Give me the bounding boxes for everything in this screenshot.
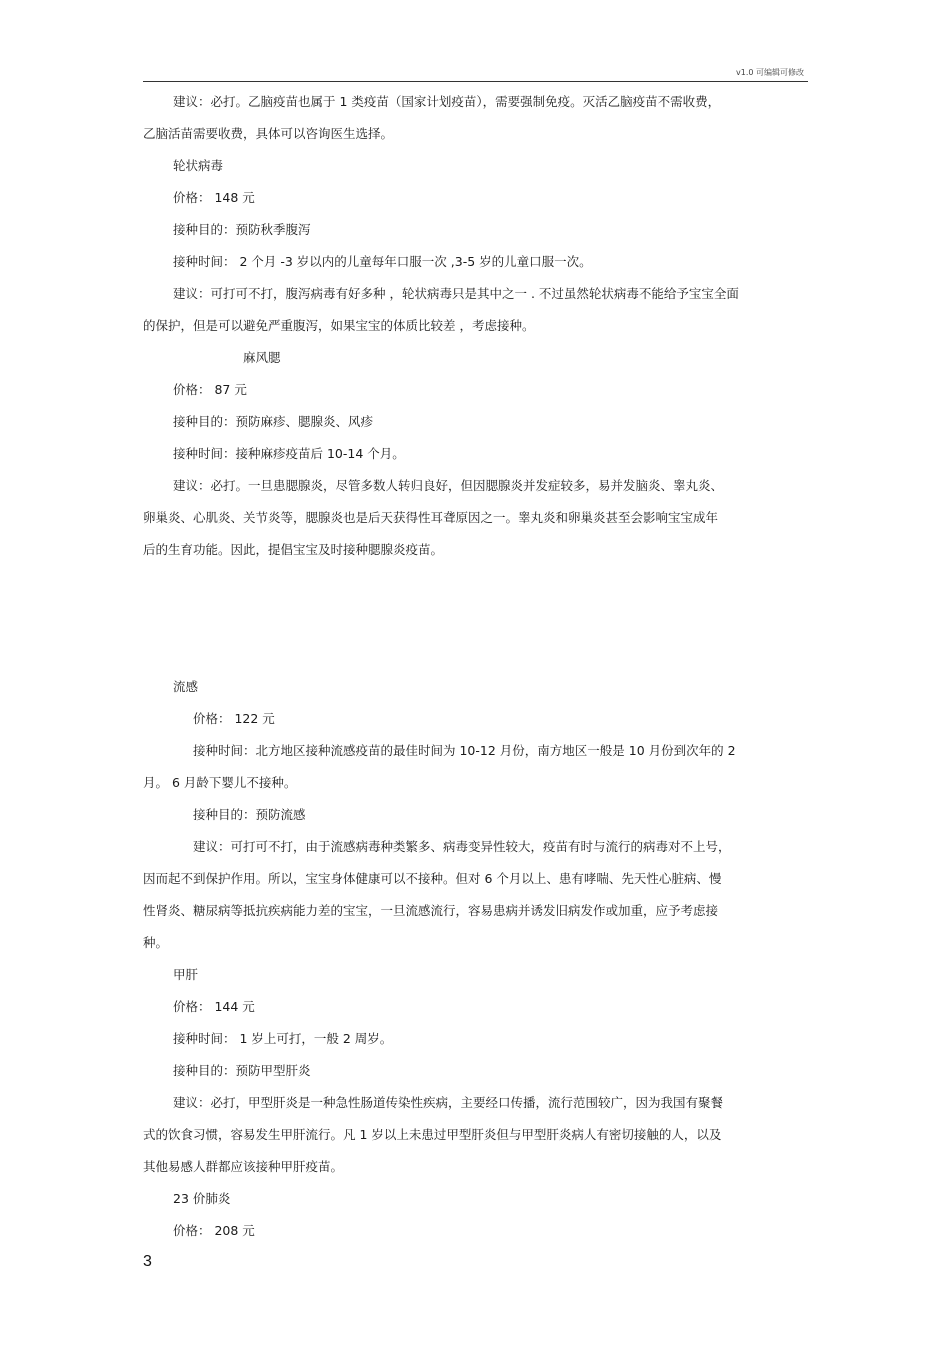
section-heading: 甲肝 <box>173 967 199 982</box>
section-heading: 轮状病毒 <box>173 158 224 173</box>
text-line: 后的生育功能。因此，提倡宝宝及时接种腮腺炎疫苗。 <box>143 542 444 557</box>
page-number: 3 <box>143 1253 152 1270</box>
section-heading: 23 价肺炎 <box>173 1191 231 1206</box>
text-line: 价格： 208 元 <box>173 1223 255 1238</box>
text-line: 价格： 122 元 <box>193 711 275 726</box>
text-line: 接种目的：预防甲型肝炎 <box>173 1063 311 1078</box>
text-line: 价格： 87 元 <box>173 382 247 397</box>
text-line: 接种目的：预防秋季腹泻 <box>173 222 311 237</box>
text-line: 建议：必打。一旦患腮腺炎，尽管多数人转归良好，但因腮腺炎并发症较多，易并发脑炎、睾丸炎、 <box>173 478 724 493</box>
text-line: 因而起不到保护作用。所以，宝宝身体健康可以不接种。但对 6 个月以上、患有哮喘、先天性心脏病、慢 <box>143 871 722 886</box>
text-line: 建议：可打可不打，腹泻病毒有好多种 ，轮状病毒只是其中之一 . 不过虽然轮状病毒不能给予宝宝全面 <box>173 286 739 301</box>
text-line: 价格： 148 元 <box>173 190 255 205</box>
text-line: 价格： 144 元 <box>173 999 255 1014</box>
header-version-note: v1.0 可编辑可修改 <box>736 68 804 77</box>
text-line: 其他易感人群都应该接种甲肝疫苗。 <box>143 1159 344 1174</box>
text-line: 建议：必打，甲型肝炎是一种急性肠道传染性疾病，主要经口传播，流行范围较广，因为我国有聚餐 <box>173 1095 724 1110</box>
text-line: 接种时间：北方地区接种流感疫苗的最佳时间为 10-12 月份，南方地区一般是 10 月份到次年的 2 <box>193 743 736 758</box>
section-heading: 流感 <box>173 679 199 694</box>
text-line: 接种时间：接种麻疹疫苗后 10-14 个月。 <box>173 446 405 461</box>
text-line: 接种时间： 1 岁上可打，一般 2 周岁。 <box>173 1031 393 1046</box>
text-line: 性肾炎、糖尿病等抵抗疾病能力差的宝宝，一旦流感流行，容易患病并诱发旧病发作或加重，应予考虑接 <box>143 903 719 918</box>
text-line: 建议：必打。乙脑疫苗也属于 1 类疫苗（国家计划疫苗），需要强制免疫。灭活乙脑疫苗不需收费， <box>173 94 721 109</box>
header-rule <box>143 81 808 82</box>
text-line: 的保护，但是可以避免严重腹泻，如果宝宝的体质比较差 ，考虑接种。 <box>143 318 535 333</box>
text-line: 种。 <box>143 935 169 950</box>
text-line: 建议：可打可不打，由于流感病毒种类繁多、病毒变异性较大，疫苗有时与流行的病毒对不上号， <box>193 839 731 854</box>
text-line: 式的饮食习惯，容易发生甲肝流行。凡 1 岁以上未患过甲型肝炎但与甲型肝炎病人有密切接触的人，以及 <box>143 1127 722 1142</box>
text-line: 接种目的：预防流感 <box>193 807 306 822</box>
text-line: 乙脑活苗需要收费，具体可以咨询医生选择。 <box>143 126 394 141</box>
section-heading: 麻风腮 <box>243 350 281 365</box>
text-line: 月。 6 月龄下婴儿不接种。 <box>143 775 297 790</box>
text-line: 接种目的：预防麻疹、腮腺炎、风疹 <box>173 414 374 429</box>
text-line: 卵巢炎、心肌炎、关节炎等，腮腺炎也是后天获得性耳聋原因之一。睾丸炎和卵巢炎甚至会影响宝宝成年 <box>143 510 719 525</box>
text-line: 接种时间： 2 个月 -3 岁以内的儿童每年口服一次 ,3-5 岁的儿童口服一次。 <box>173 254 592 269</box>
